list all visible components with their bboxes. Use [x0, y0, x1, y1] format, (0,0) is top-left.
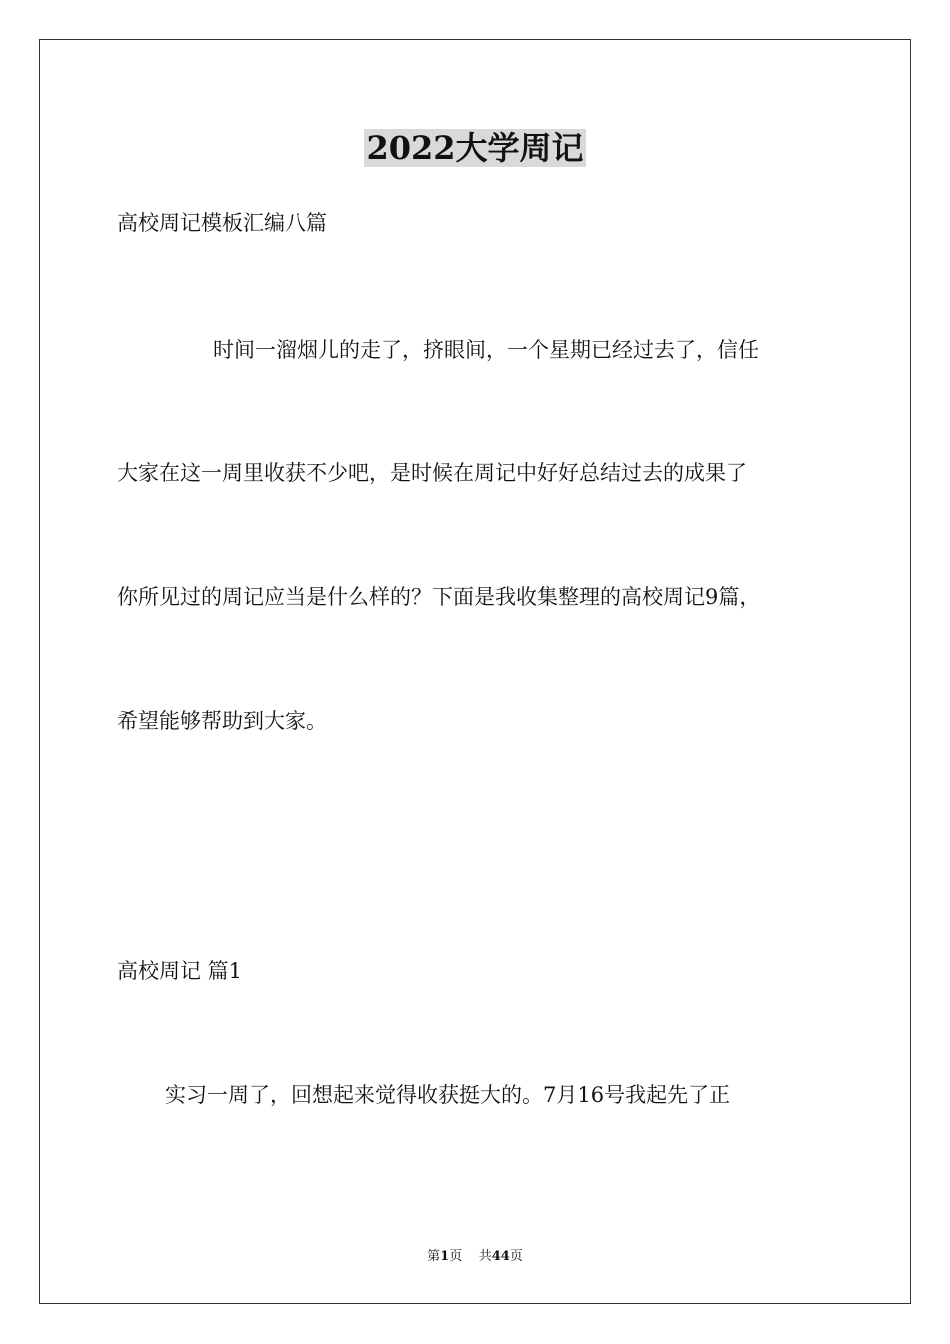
footer-total-suffix: 页 — [509, 1249, 523, 1264]
document-subtitle: 高校周记模板汇编八篇 — [117, 211, 327, 235]
paragraph-line-4: 希望能够帮助到大家。 — [117, 709, 327, 733]
footer-page-suffix: 页 — [449, 1249, 463, 1264]
footer-page-number: 1 — [440, 1249, 450, 1264]
section-paragraph-line-1: 实习一周了，回想起来觉得收获挺大的。7月16号我起先了正 — [165, 1083, 731, 1107]
section-heading: 高校周记 篇1 — [117, 959, 243, 983]
document-title — [0, 126, 950, 170]
title-text: 2022大学周记 — [366, 129, 584, 167]
footer-page-prefix: 第 — [427, 1249, 441, 1264]
paragraph-line-2: 大家在这一周里收获不少吧，是时候在周记中好好总结过去的成果了 — [117, 461, 747, 485]
paragraph-line-3: 你所见过的周记应当是什么样的？下面是我收集整理的高校周记9篇， — [117, 585, 761, 609]
footer-total-prefix: 共 — [478, 1249, 492, 1264]
footer-total-pages: 44 — [491, 1249, 510, 1264]
paragraph-line-1: 时间一溜烟儿的走了，挤眼间，一个星期已经过去了，信任 — [213, 338, 759, 362]
page-footer — [0, 1248, 950, 1266]
